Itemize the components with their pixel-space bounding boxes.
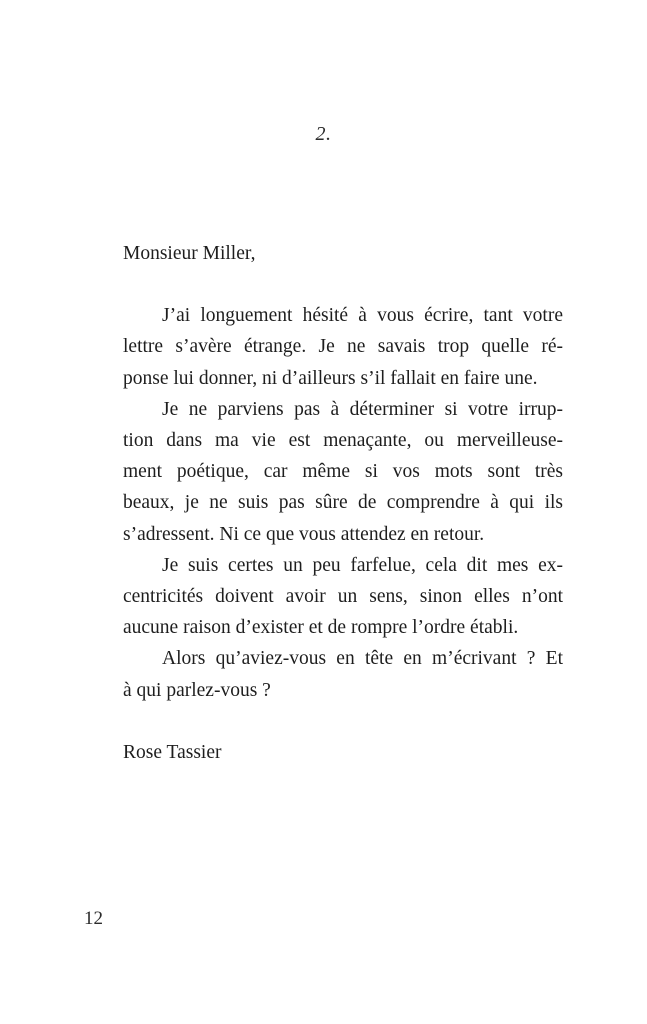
text-line: à qui parlez-vous ? (123, 679, 271, 701)
paragraph-1 (84, 300, 563, 394)
paragraph-2 (84, 394, 563, 550)
paragraph-4 (84, 643, 563, 705)
spacer (84, 706, 563, 737)
text-line: Alors qu’aviez-vous en tête en m’écrivant ? Et (162, 648, 563, 670)
text-line: tion dans ma vie est menaçante, ou merveilleuse- (123, 430, 563, 452)
salutation: Monsieur Miller, (123, 243, 256, 264)
text-line: ponse lui donner, ni d’ailleurs s’il fallait en faire une. (123, 367, 538, 389)
paragraph-3 (84, 550, 563, 644)
text-line: Je ne parviens pas à déterminer si votre irrup- (162, 398, 563, 420)
text-line: Je suis certes un peu farfelue, cela dit mes ex- (162, 554, 563, 576)
text-line: s’adressent. Ni ce que vous attendez en retour. (123, 523, 485, 545)
letter-body (84, 238, 563, 768)
text-line: beaux, je ne suis pas sûre de comprendre à qui ils (123, 492, 563, 514)
text-line: centricités doivent avoir un sens, sinon elles n’ont (123, 586, 563, 608)
chapter-number: 2. (315, 123, 332, 145)
text-line: ment poétique, car même si vos mots sont très (123, 461, 563, 483)
spacer (84, 269, 563, 300)
page-number: 12 (84, 908, 103, 929)
text-line: aucune raison d’exister et de rompre l’ordre établi. (123, 617, 519, 639)
signature: Rose Tassier (123, 741, 222, 763)
text-line: J’ai longuement hésité à vous écrire, tant votre (162, 305, 563, 327)
text-line: lettre s’avère étrange. Je ne savais trop quelle ré- (123, 336, 563, 358)
